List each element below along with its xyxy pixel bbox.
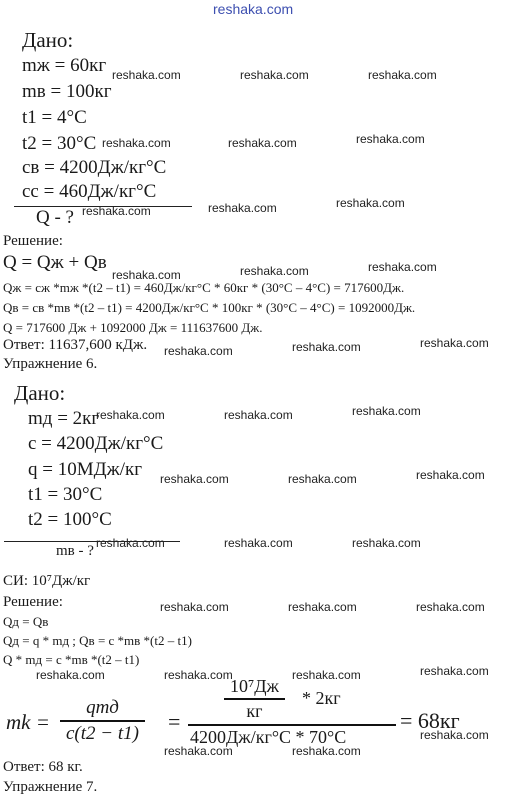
given-line: t1 = 30°C — [28, 484, 103, 505]
calc-line: Qв = cв *mв *(t2 – t1) = 4200Дж/кг°C * 100кг * (30°C – 4°C) = 1092000Дж. — [3, 300, 416, 315]
answer: Ответ: 68 кг. — [3, 759, 83, 775]
watermark: reshaka.com — [240, 264, 309, 278]
find-line: Q - ? — [36, 207, 74, 228]
watermark: reshaka.com — [336, 196, 405, 210]
watermark: reshaka.com — [36, 668, 105, 682]
formula-fraction — [60, 697, 145, 745]
watermark: reshaka.com — [416, 600, 485, 614]
watermark: reshaka.com — [420, 664, 489, 678]
watermark: reshaka.com — [102, 136, 171, 150]
calc-line: Q * mд = c *mв *(t2 – t1) — [3, 652, 140, 667]
watermark: reshaka.com — [164, 344, 233, 358]
find-line: mв - ? — [56, 543, 94, 559]
watermark: reshaka.com — [208, 201, 277, 215]
watermark: reshaka.com — [352, 536, 421, 550]
si-line: СИ: 10⁷Дж/кг — [3, 573, 91, 589]
solution-heading: Решение: — [3, 594, 63, 610]
watermark: reshaka.com — [420, 336, 489, 350]
formula-equals: = — [168, 709, 181, 734]
given-line: t2 = 100°C — [28, 509, 112, 530]
watermark: reshaka.com — [288, 472, 357, 486]
calc-line: Qд = Qв — [3, 614, 49, 629]
calc-line: Qд = q * mд ; Qв = c *mв *(t2 – t1) — [3, 633, 192, 648]
fraction-numerator: 10⁷Дж — [230, 676, 279, 696]
watermark: reshaka.com — [292, 340, 361, 354]
fraction-denominator: 4200Дж/кг°C * 70°C — [190, 727, 347, 747]
fraction-bar — [188, 724, 396, 726]
watermark: reshaka.com — [112, 268, 181, 282]
formula-result: = 68кг — [400, 708, 460, 733]
given-line: mж = 60кг — [22, 55, 107, 76]
formula-lhs: mk = — [6, 710, 50, 734]
given-heading: Дано: — [22, 28, 74, 52]
watermark: reshaka.com — [368, 260, 437, 274]
site-header[interactable]: reshaka.com — [213, 1, 294, 17]
formula-multiplier: * 2кг — [302, 688, 341, 708]
watermark: reshaka.com — [112, 68, 181, 82]
calc-line: Q = 717600 Дж + 1092000 Дж = 111637600 Дж. — [3, 320, 263, 335]
exercise-heading: Упражнение 7. — [3, 779, 98, 795]
watermark: reshaka.com — [228, 136, 297, 150]
inner-fraction — [224, 676, 285, 722]
calc-line: Qж = cж *mж *(t2 – t1) = 460Дж/кг°C * 60кг * (30°C – 4°C) = 717600Дж. — [3, 280, 405, 295]
watermark: reshaka.com — [416, 468, 485, 482]
given-line: mв = 100кг — [22, 81, 112, 102]
watermark: reshaka.com — [368, 68, 437, 82]
fraction-numerator: qmд — [86, 697, 119, 718]
watermark: reshaka.com — [224, 536, 293, 550]
watermark: reshaka.com — [164, 744, 233, 758]
watermark: reshaka.com — [356, 132, 425, 146]
watermark: reshaka.com — [96, 536, 165, 550]
given-heading: Дано: — [14, 381, 66, 405]
given-line: c = 4200Дж/кг°C — [28, 433, 164, 454]
watermark: reshaka.com — [160, 600, 229, 614]
watermark: reshaka.com — [82, 204, 151, 218]
watermark: reshaka.com — [292, 744, 361, 758]
answer: Ответ: 11637,600 кДж. — [3, 337, 148, 353]
watermark: reshaka.com — [352, 404, 421, 418]
watermark: reshaka.com — [292, 668, 361, 682]
given-line: q = 10МДж/кг — [28, 459, 142, 480]
watermark: reshaka.com — [164, 668, 233, 682]
main-formula: Q = Qж + Qв — [3, 252, 107, 273]
given-line: t2 = 30°C — [22, 133, 97, 154]
watermark: reshaka.com — [160, 472, 229, 486]
given-line: t1 = 4°C — [22, 107, 87, 128]
watermark: reshaka.com — [96, 408, 165, 422]
watermark: reshaka.com — [420, 728, 489, 742]
given-line: mд = 2кг — [28, 408, 100, 429]
watermark: reshaka.com — [288, 600, 357, 614]
given-line: cв = 4200Дж/кг°C — [22, 157, 167, 178]
fraction-denominator: кг — [246, 700, 263, 721]
watermark: reshaka.com — [224, 408, 293, 422]
fraction-denominator: c(t2 − t1) — [66, 722, 139, 744]
given-line: cс = 460Дж/кг°C — [22, 181, 157, 202]
solution-heading: Решение: — [3, 233, 63, 249]
watermark: reshaka.com — [240, 68, 309, 82]
exercise-heading: Упражнение 6. — [3, 356, 98, 372]
